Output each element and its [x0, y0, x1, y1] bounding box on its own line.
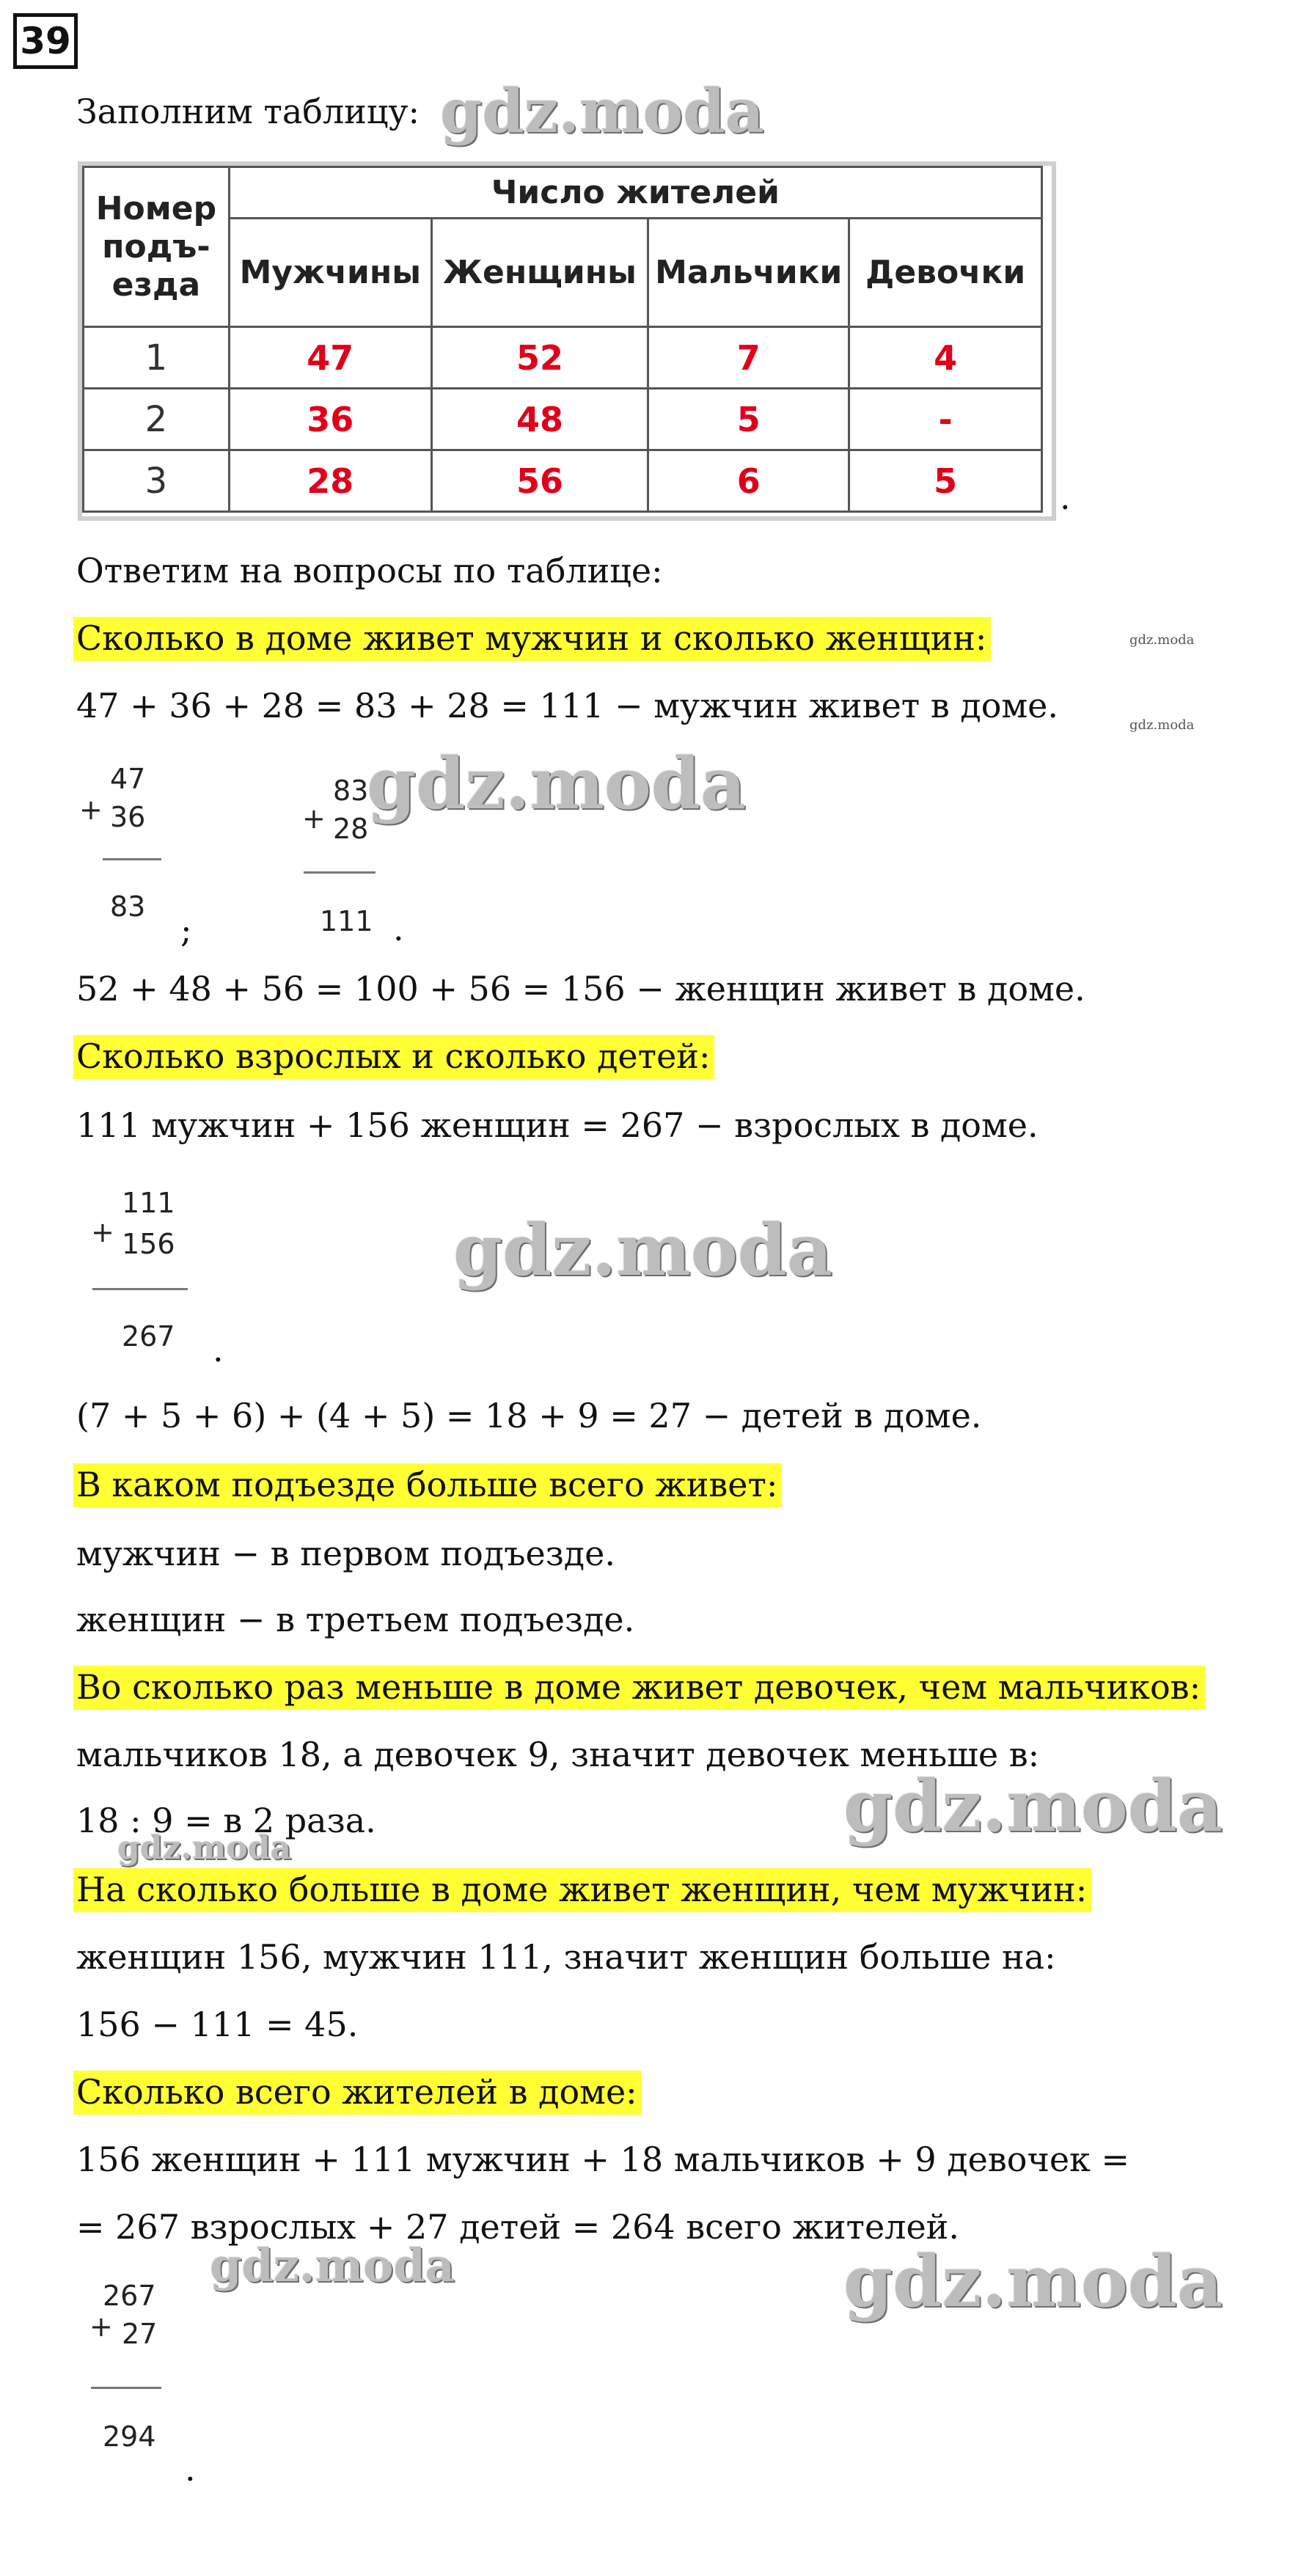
calc-separator: . [185, 2449, 196, 2489]
calc-separator: . [393, 909, 404, 948]
answer-4-line-1: мальчиков 18, а девочек 9, значит девочек меньше в: [76, 1735, 1040, 1774]
answer-1-line-1: 47 + 36 + 28 = 83 + 28 = 111 − мужчин живет в доме. [76, 686, 1059, 725]
answer-1-line-2: 52 + 48 + 56 = 100 + 56 = 156 − женщин живет в доме. [76, 969, 1085, 1009]
column-addition-3: + 111 156 267 [81, 1187, 198, 1355]
watermark: gdz.moda [117, 1829, 292, 1867]
watermark: gdz.moda [440, 76, 764, 147]
answer-2-line-2: (7 + 5 + 6) + (4 + 5) = 18 + 9 = 27 − детей в доме. [76, 1396, 982, 1435]
calc-separator: ; [180, 910, 192, 950]
table-dot: . [1060, 477, 1071, 517]
question-4: Во сколько раз меньше в доме живет девочек, чем мальчиков: [73, 1666, 1205, 1710]
intro-text: Заполним таблицу: [76, 92, 420, 131]
question-5: На сколько больше в доме живет женщин, чем мужчин: [73, 1868, 1091, 1912]
answer-6-line-1: 156 женщин + 111 мужчин + 18 мальчиков + 9 девочек = [76, 2140, 1129, 2179]
watermark: gdz.moda [843, 2240, 1223, 2323]
table-row: 3 28 56 6 5 [84, 450, 1042, 512]
answer-6-line-2: = 267 взрослых + 27 детей = 264 всего жителей. [76, 2207, 959, 2247]
question-2: Сколько взрослых и сколько детей: [73, 1035, 714, 1079]
answer-4-line-2: 18 : 9 = в 2 раза. [76, 1801, 376, 1840]
answer-2-line-1: 111 мужчин + 156 женщин = 267 − взрослых в доме. [76, 1105, 1039, 1145]
header-boys: Мальчики [648, 219, 849, 327]
header-men: Мужчины [229, 219, 431, 327]
header-girls: Девочки [849, 219, 1042, 327]
residents-table [78, 161, 1056, 521]
watermark-small: gdz.moda [1129, 632, 1195, 648]
table-row: 2 36 48 5 - [84, 389, 1042, 450]
watermark-small: gdz.moda [1129, 717, 1195, 733]
question-1: Сколько в доме живет мужчин и сколько женщин: [73, 617, 991, 661]
question-3: В каком подъезде больше всего живет: [73, 1463, 782, 1507]
watermark: gdz.moda [367, 742, 747, 825]
watermark: gdz.moda [210, 2239, 455, 2292]
column-addition-1: + 47 36 83 [73, 763, 176, 932]
answer-3-line-1: мужчин − в первом подъезде. [76, 1534, 615, 1573]
header-women: Женщины [431, 219, 648, 327]
watermark: gdz.moda [453, 1209, 833, 1292]
header-entrance: Номер подъ-езда [84, 167, 230, 327]
header-group: Число жителей [229, 167, 1041, 219]
watermark: gdz.moda [843, 1765, 1223, 1848]
answer-5-line-1: женщин 156, мужчин 111, значит женщин больше на: [76, 1937, 1056, 1977]
answer-5-line-2: 156 − 111 = 45. [76, 2005, 359, 2044]
question-6: Сколько всего жителей в доме: [73, 2071, 642, 2115]
column-addition-2: + 83 28 111 [301, 775, 418, 951]
calc-separator: . [213, 1330, 224, 1369]
column-addition-4: + 267 27 294 [87, 2280, 204, 2470]
answer-3-line-2: женщин − в третьем подъезде. [76, 1600, 635, 1639]
table-row: 1 47 52 7 4 [84, 327, 1042, 389]
answers-intro: Ответим на вопросы по таблице: [76, 551, 663, 590]
task-number: 39 [13, 13, 78, 69]
